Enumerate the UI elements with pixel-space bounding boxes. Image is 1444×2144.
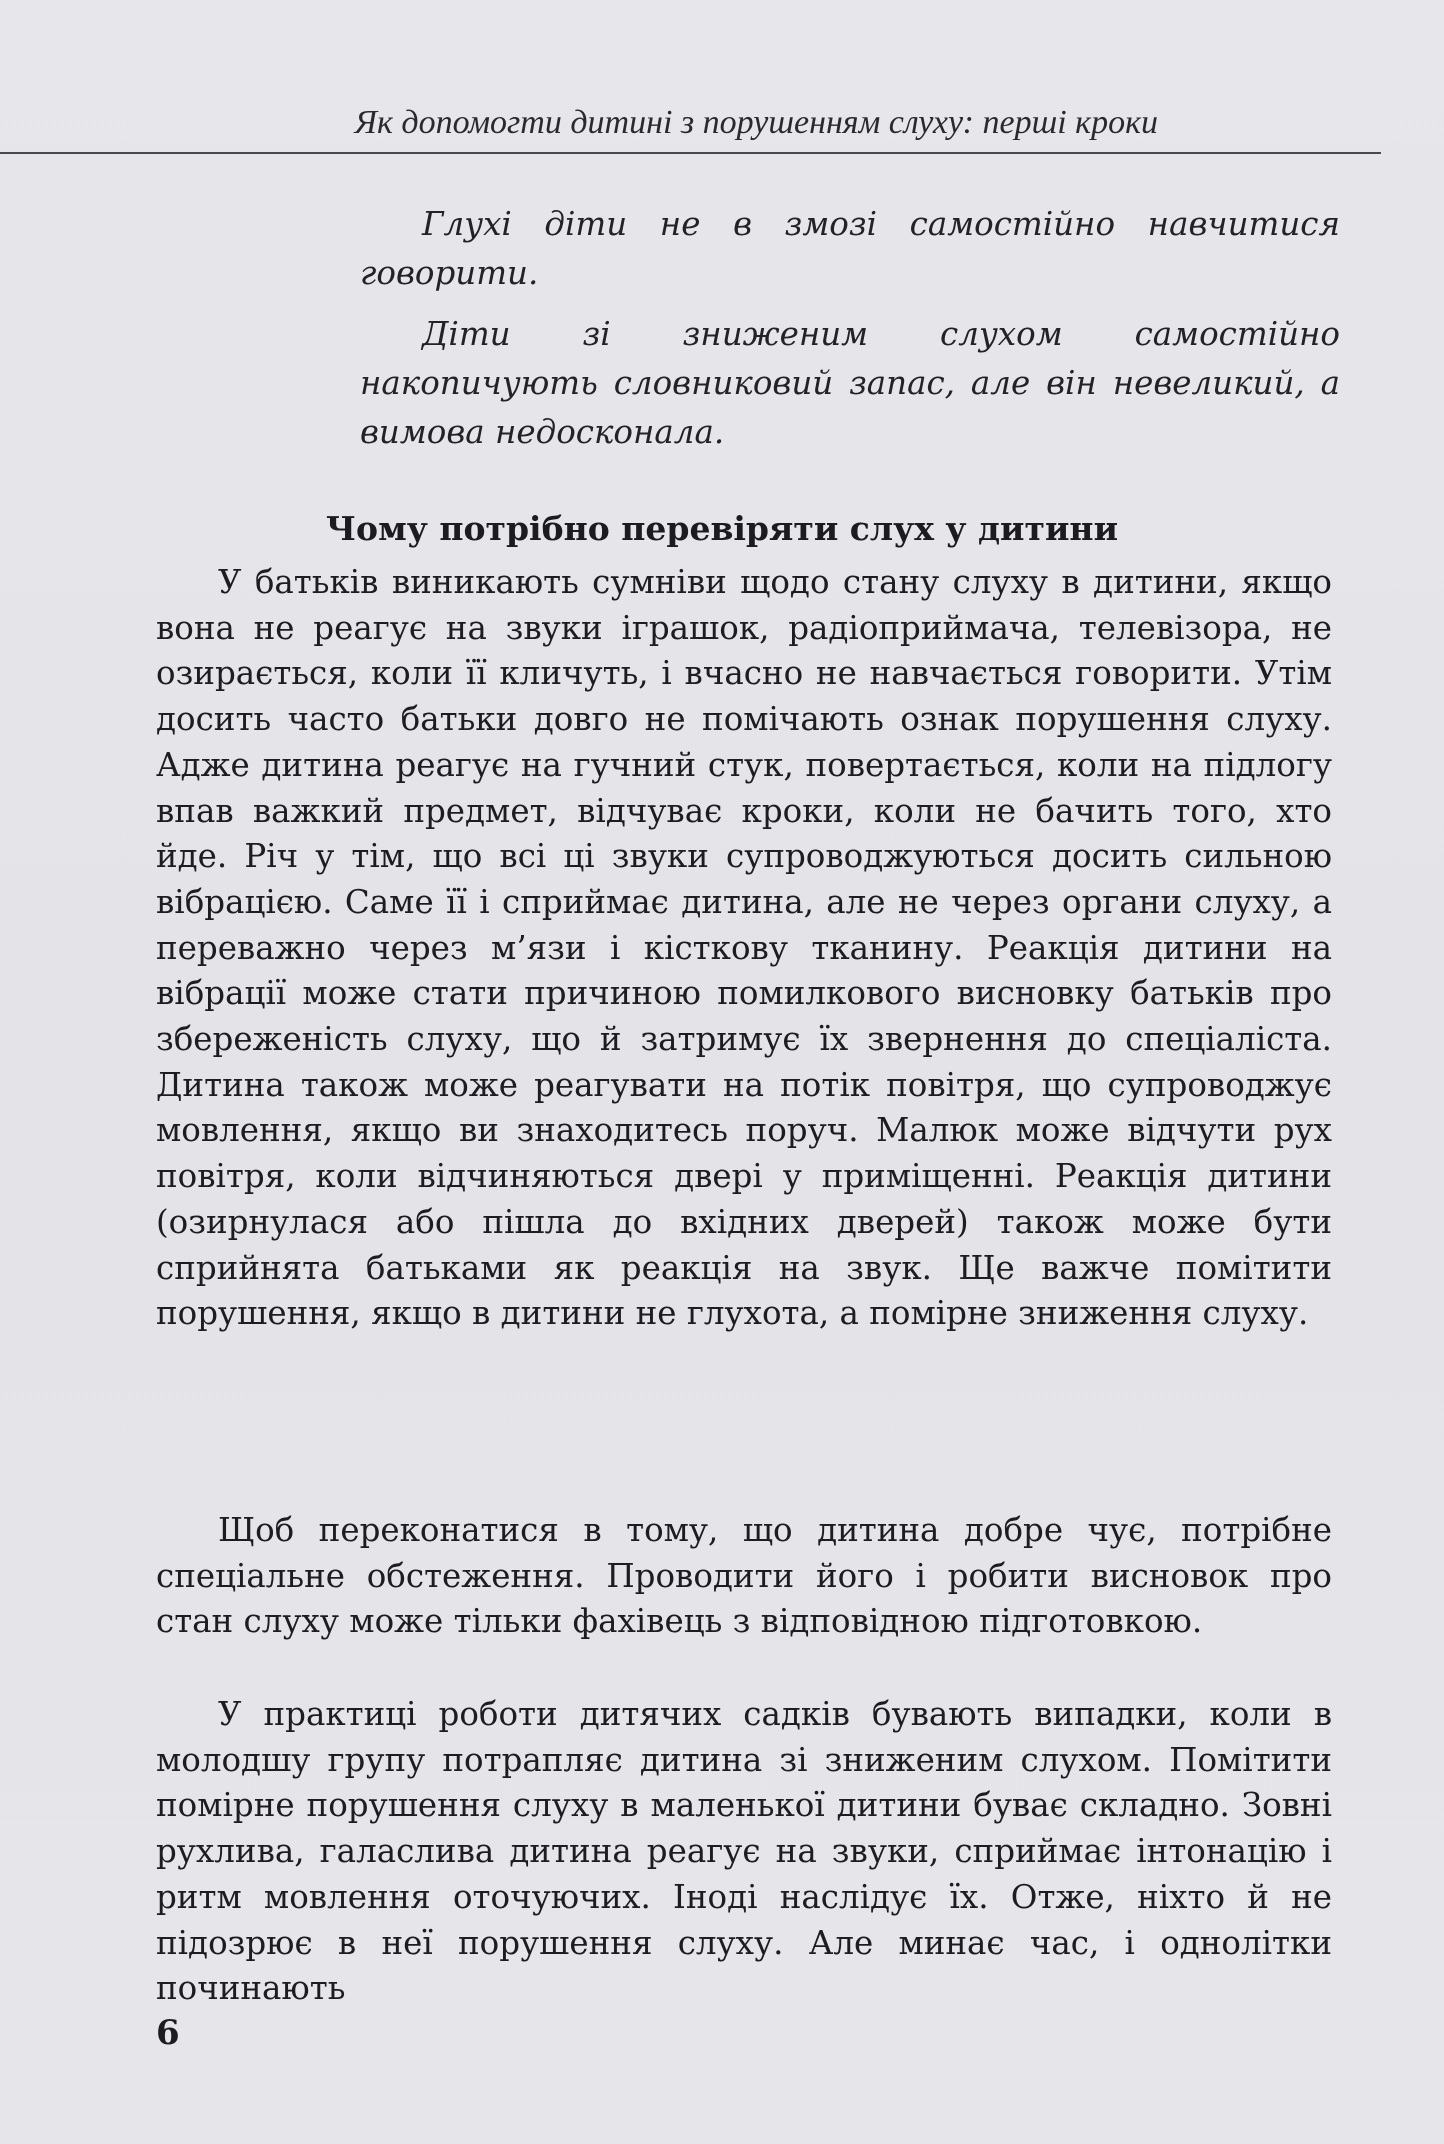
section-heading: Чому потрібно перевіряти слух у дитини: [325, 509, 1119, 548]
quote-paragraph: Глухі діти не в змозі самостійно навчитися говорити.: [360, 205, 1340, 292]
quote-paragraph: Діти зі зниженим слухом самостійно накопичують словниковий запас, але він невеликий, а вимова недосконала.: [360, 315, 1340, 451]
running-head-title: Як допомогти дитині з порушенням слуху: перші кроки: [354, 104, 1158, 141]
body-paragraph: У практиці роботи дитячих садків бувають випадки, коли в молодшу групу потрапляє дитина зі зниженим слухом. Помітити помірне порушення слуху в маленької дитини буває складно. Зовні рухлива, галаслива дитина реагує на звуки, сприймає інтонацію і ритм мовлення оточуючих. Іноді наслідує їх. Отже, ніхто й не підозрює в неї порушення слуху. Але минає час, і однолітки починають: [156, 1695, 1332, 2008]
page-number: 6: [156, 2013, 180, 2053]
body-paragraph: У батьків виникають сумніви щодо стану слуху в дитини, якщо вона не реагує на звуки іграшок, радіоприймача, телевізора, не озирається, коли її кличуть, і вчасно не навчається говорити. Утім досить часто батьки довго не помічають ознак порушення слуху. Адже дитина реагує на гучний стук, повертається, коли на підлогу впав важкий предмет, відчуває кроки, коли не бачить того, хто йде. Річ у тім, що всі ці звуки супроводжуються досить сильною вібрацією. Саме її і сприймає дитина, але не через органи слуху, а переважно через м’язи і кісткову тканину. Реакція дитини на вібрації може стати причиною помилкового висновку батьків про збереженість слуху, що й затримує їх звернення до спеціаліста. Дитина також може реагувати на потік повітря, що супроводжує мовлення, якщо ви знаходитесь поруч. Малюк може відчути рух повітря, коли відчиняються двері у приміщенні. Реакція дитини (озирнулася або пішла до вхідних дверей) також може бути сприйнята батьками як реакція на звук. Ще важче помітити порушення, якщо в дитини не глухота, а помірне зниження слуху.: [156, 563, 1332, 1333]
running-head: [0, 96, 1381, 154]
body-paragraph: Щоб переконатися в тому, що дитина добре чує, потрібне спеціальне обстеження. Проводити його і робити висновок про стан слуху може тільки фахівець з відповідною підготовкою.: [156, 1511, 1332, 1641]
